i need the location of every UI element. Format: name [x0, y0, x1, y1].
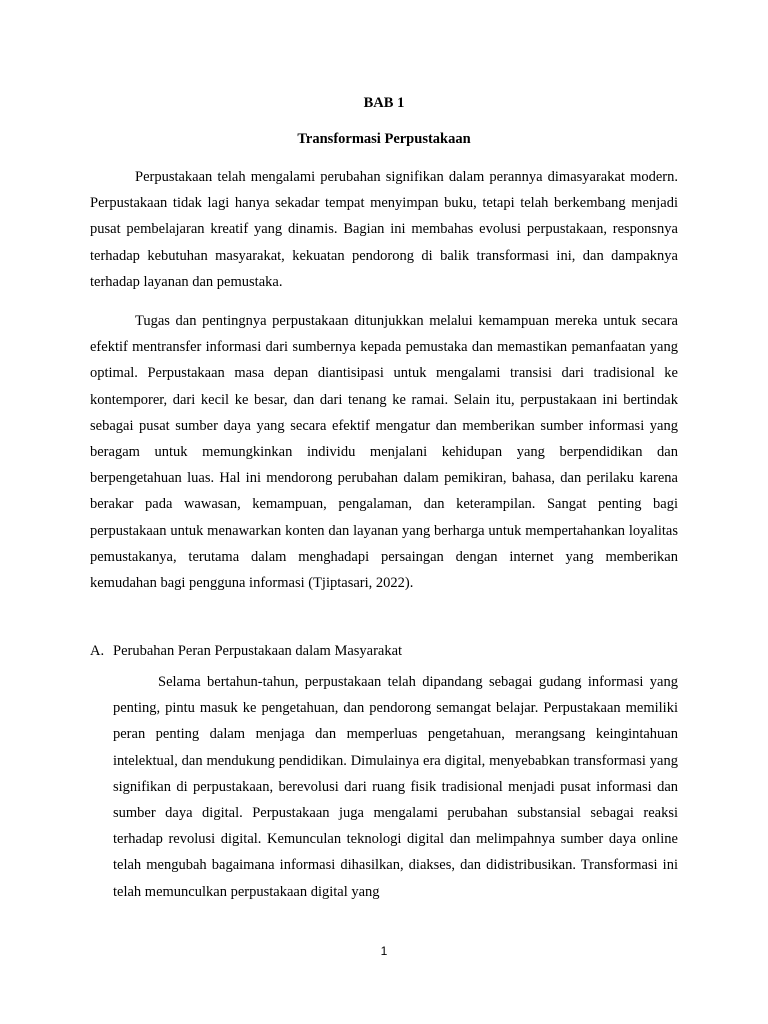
section-heading: [90, 641, 678, 661]
body-paragraph: Perpustakaan telah mengalami perubahan signifikan dalam perannya dimasyarakat modern. Perpustakaan tidak lagi hanya sekadar tempat menyimpan buku, tetapi telah berkembang menjadi pusat pembelajaran kreatif yang dinamis. Bagian ini membahas evolusi perpustakaan, responsnya terhadap kebutuhan masyarakat, kekuatan pendorong di balik transformasi ini, dan dampaknya terhadap layanan dan pemustaka.: [90, 169, 678, 290]
section-paragraph: Selama bertahun-tahun, perpustakaan telah dipandang sebagai gudang informasi yang penting, pintu masuk ke pengetahuan, dan pendorong semangat belajar. Perpustakaan memiliki peran penting dalam menjaga dan memperluas pengetahuan, merangsang keingintahuan intelektual, dan mendukung pendidikan. Dimulainya era digital, menyebabkan transformasi yang signifikan di perpustakaan, berevolusi dari ruang fisik tradisional menjadi pusat informasi dan sumber daya digital. Perpustakaan juga mengalami perubahan substansial sebagai reaksi terhadap revolusi digital. Kemunculan teknologi digital dan melimpahnya sumber daya online telah mengubah bagaimana informasi dihasilkan, diakses, dan didistribusikan. Transformasi ini telah memunculkan perpustakaan digital yang: [113, 674, 678, 900]
page-number: 1: [380, 944, 388, 958]
body-paragraph: Tugas dan pentingnya perpustakaan ditunjukkan melalui kemampuan mereka untuk secara efektif mentransfer informasi dari sumbernya kepada pemustaka dan memastikan pemanfaatan yang optimal. Perpustakaan masa depan diantisipasi untuk mengalami transisi dari tradisional ke kontemporer, dari kecil ke besar, dan dari tenang ke ramai. Selain itu, perpustakaan ini bertindak sebagai pusat sumber daya yang secara efektif mengatur dan memberikan sumber informasi yang beragam untuk memungkinkan individu menjalani kehidupan yang berpendidikan dan berpengetahuan luas. Hal ini mendorong perubahan dalam pemikiran, bahasa, dan perilaku karena berakar pada wawasan, kemampuan, pengalaman, dan keterampilan. Sangat penting bagi perpustakaan untuk menawarkan konten dan layanan yang berharga untuk mempertahankan loyalitas pemustakanya, terutama dalam menghadapi persaingan dengan internet yang memberikan kemudahan bagi pengguna informasi (Tjiptasari, 2022).: [90, 313, 678, 592]
section-letter: A.: [90, 643, 105, 659]
section-heading-text: Perubahan Peran Perpustakaan dalam Masyarakat: [113, 643, 403, 659]
chapter-heading: BAB 1: [363, 95, 405, 111]
chapter-title: Transformasi Perpustakaan: [297, 131, 471, 147]
